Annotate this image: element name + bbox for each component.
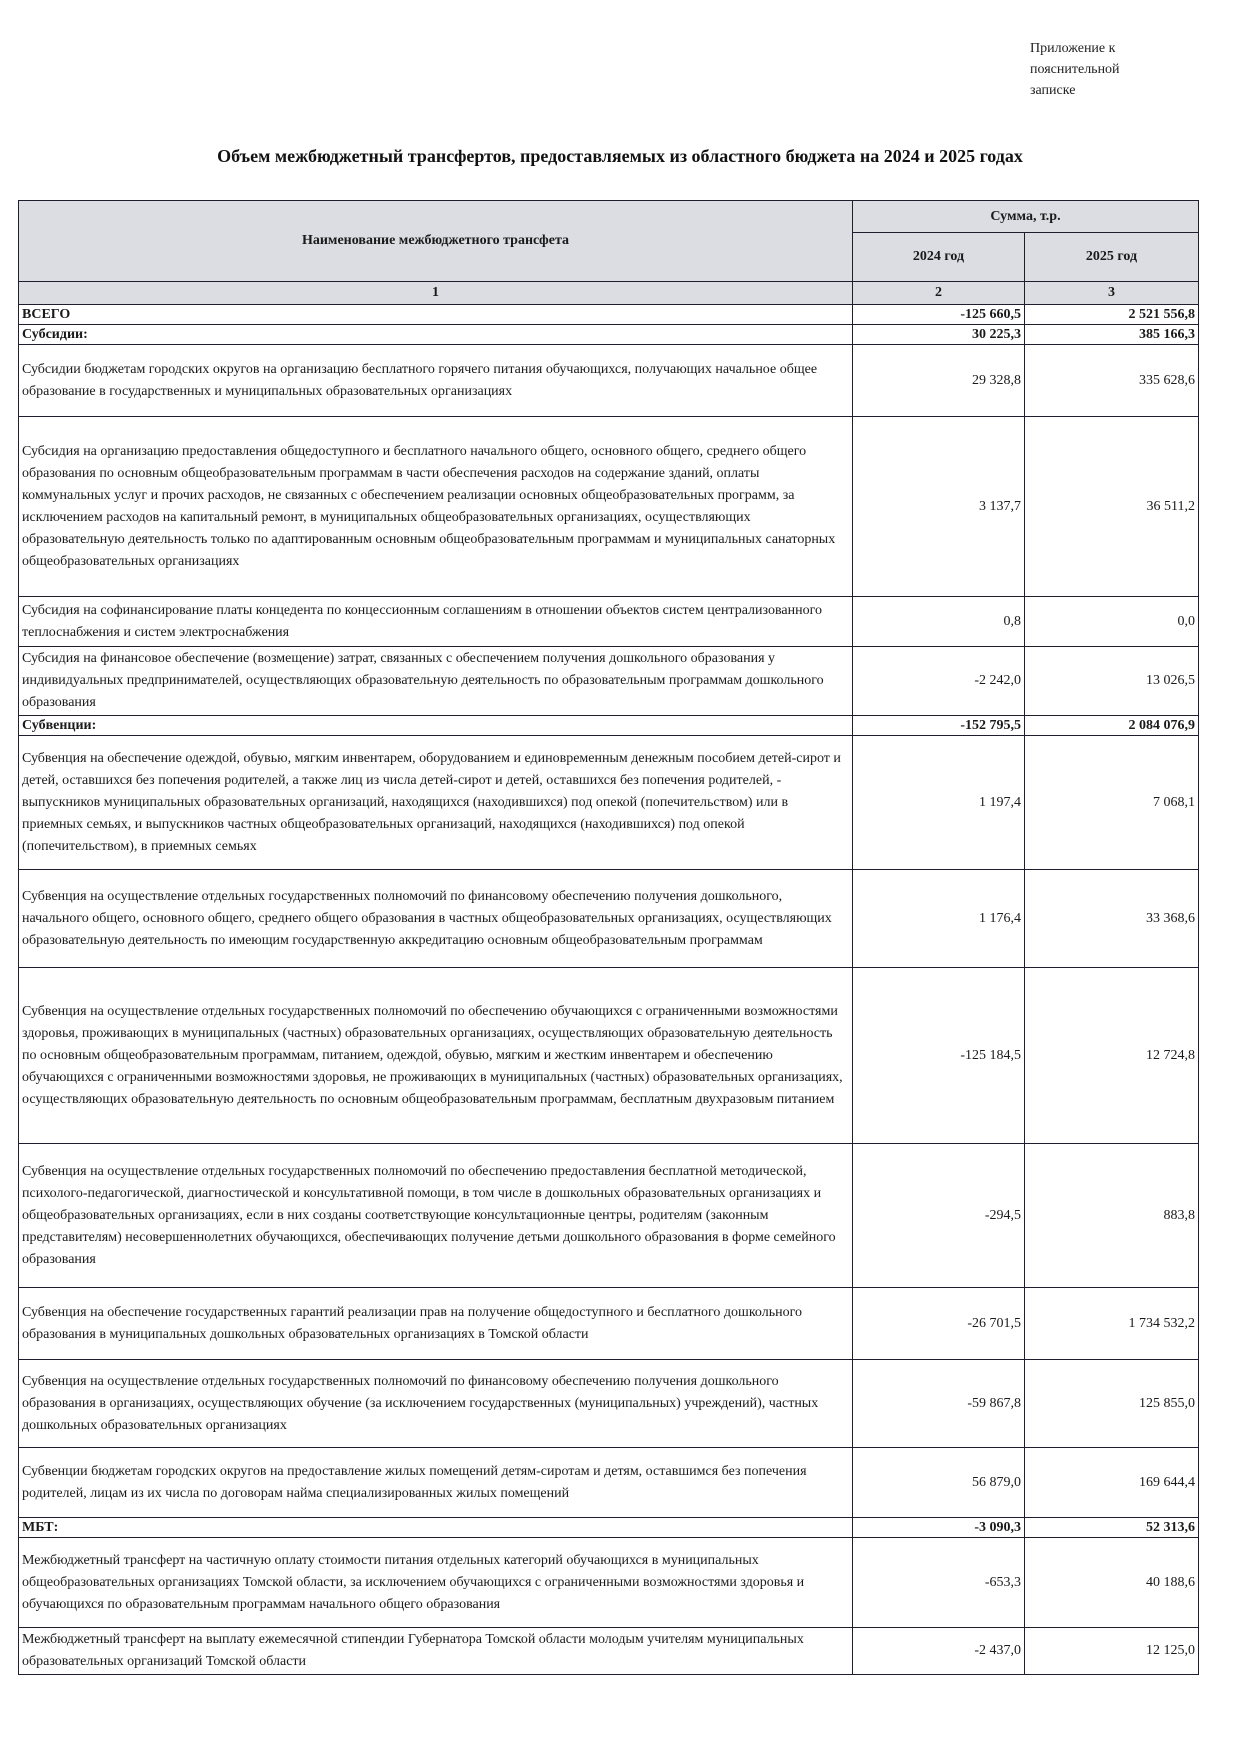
- header-col-number-2: 2: [853, 282, 1025, 305]
- table-row-subventions-total: [19, 716, 1199, 736]
- row-value-2024: -26 701,5: [853, 1288, 1025, 1360]
- row-value-2024: -2 437,0: [853, 1628, 1025, 1675]
- row-value-2025: 169 644,4: [1025, 1448, 1199, 1518]
- appendix-note: [1030, 38, 1180, 101]
- row-value-2025: 0,0: [1025, 597, 1199, 647]
- row-value-2024: -59 867,8: [853, 1360, 1025, 1448]
- row-value-2024: -125 660,5: [853, 305, 1025, 325]
- row-name: Межбюджетный трансферт на частичную оплату стоимости питания отдельных категорий обучающихся в муниципальных общеобразовательных организациях Томской области, за исключением обучающихся с ограниченными возможностями здоровья и обучающихся по образовательным программам начального общего образования: [19, 1538, 853, 1628]
- row-name: Субсидия на софинансирование платы концедента по концессионным соглашениям в отношении объектов систем централизованного теплоснабжения и систем электроснабжения: [19, 597, 853, 647]
- row-name: Субвенция на осуществление отдельных государственных полномочий по обеспечению обучающихся с ограниченными возможностями здоровья, проживающих в муниципальных (частных) образовательных организациях, осуществляющих образовательную деятельность по основным общеобразовательным программам, питанием, одеждой, обувью, мягким и жестким инвентарем и обеспечению обучающихся с ограниченными возможностями здоровья, не проживающих в муниципальных (частных) образовательных организациях, осуществляющих образовательную деятельность по основным общеобразовательным программам, бесплатным двухразовым питанием: [19, 968, 853, 1144]
- table-row: [19, 870, 1199, 968]
- appendix-line-1: Приложение к: [1030, 41, 1116, 56]
- table-row: [19, 1360, 1199, 1448]
- table-row-subsidies-total: [19, 325, 1199, 345]
- row-value-2025: 36 511,2: [1025, 417, 1199, 597]
- row-value-2025: 12 125,0: [1025, 1628, 1199, 1675]
- row-value-2025: 883,8: [1025, 1144, 1199, 1288]
- table-row-mbt-total: [19, 1518, 1199, 1538]
- table-row: [19, 597, 1199, 647]
- row-value-2024: 1 197,4: [853, 736, 1025, 870]
- transfers-table: [18, 200, 1199, 1675]
- table-row: [19, 345, 1199, 417]
- header-transfer-name: Наименование межбюджетного трансфета: [19, 201, 853, 282]
- row-value-2024: 29 328,8: [853, 345, 1025, 417]
- row-name: ВСЕГО: [19, 305, 853, 325]
- row-value-2025: 52 313,6: [1025, 1518, 1199, 1538]
- row-name: МБТ:: [19, 1518, 853, 1538]
- table-row: [19, 1448, 1199, 1518]
- row-value-2025: 12 724,8: [1025, 968, 1199, 1144]
- row-name: Субсидии:: [19, 325, 853, 345]
- table-row: [19, 417, 1199, 597]
- row-value-2024: -125 184,5: [853, 968, 1025, 1144]
- table-row: [19, 1144, 1199, 1288]
- row-value-2025: 125 855,0: [1025, 1360, 1199, 1448]
- row-name: Субсидии бюджетам городских округов на организацию бесплатного горячего питания обучающихся, получающих начальное общее образование в государственных и муниципальных образовательных организациях: [19, 345, 853, 417]
- table-row: [19, 1288, 1199, 1360]
- row-value-2024: -653,3: [853, 1538, 1025, 1628]
- row-value-2025: 335 628,6: [1025, 345, 1199, 417]
- row-value-2025: 2 521 556,8: [1025, 305, 1199, 325]
- header-col-number-1: 1: [19, 282, 853, 305]
- row-name: Субсидия на организацию предоставления общедоступного и бесплатного начального общего, основного общего, среднего общего образования по основным общеобразовательным программам в части обеспечения расходов на содержание зданий, оплаты коммунальных услуг и прочих расходов, не связанных с обеспечением реализации основных общеобразовательных программ, за исключением расходов на капитальный ремонт, в муниципальных общеобразовательных организациях, осуществляющих образовательную деятельность только по адаптированным основным общеобразовательным программам и муниципальных санаторных общеобразовательных организациях: [19, 417, 853, 597]
- row-value-2024: 1 176,4: [853, 870, 1025, 968]
- table-row: [19, 1628, 1199, 1675]
- row-name: Межбюджетный трансферт на выплату ежемесячной стипендии Губернатора Томской области молодым учителям муниципальных образовательных организаций Томской области: [19, 1628, 853, 1675]
- appendix-line-2: пояснительной: [1030, 62, 1120, 77]
- table-row: [19, 1538, 1199, 1628]
- table-row-total: [19, 305, 1199, 325]
- header-col-number-3: 3: [1025, 282, 1199, 305]
- row-value-2024: 30 225,3: [853, 325, 1025, 345]
- row-value-2025: 13 026,5: [1025, 647, 1199, 716]
- row-name: Субвенция на осуществление отдельных государственных полномочий по финансовому обеспечению получения дошкольного, начального общего, основного общего, среднего общего образования в частных общеобразовательных организациях, осуществляющих образовательную деятельность по имеющим государственную аккредитацию основным общеобразовательным программам: [19, 870, 853, 968]
- row-value-2024: 56 879,0: [853, 1448, 1025, 1518]
- row-name: Субвенция на обеспечение одеждой, обувью, мягким инвентарем, оборудованием и единовременным денежным пособием детей-сирот и детей, оставшихся без попечения родителей, а также лиц из числа детей-сирот и детей, оставшихся без попечения родителей, - выпускников муниципальных образовательных организаций, находящихся (находившихся) под опекой (попечительством) или в приемных семьях, и выпускников частных общеобразовательных организаций, находящихся (находившихся) под опекой (попечительством), в приемных семьях: [19, 736, 853, 870]
- row-value-2024: 0,8: [853, 597, 1025, 647]
- appendix-line-3: записке: [1030, 83, 1076, 98]
- row-value-2025: 33 368,6: [1025, 870, 1199, 968]
- table-row: [19, 968, 1199, 1144]
- header-year-2024: 2024 год: [853, 233, 1025, 282]
- row-value-2025: 385 166,3: [1025, 325, 1199, 345]
- row-value-2024: -294,5: [853, 1144, 1025, 1288]
- row-value-2024: -3 090,3: [853, 1518, 1025, 1538]
- row-value-2024: 3 137,7: [853, 417, 1025, 597]
- row-value-2025: 40 188,6: [1025, 1538, 1199, 1628]
- table-row: [19, 647, 1199, 716]
- row-name: Субвенции бюджетам городских округов на предоставление жилых помещений детям-сиротам и детям, оставшимся без попечения родителей, лицам из их числа по договорам найма специализированных жилых помещений: [19, 1448, 853, 1518]
- row-value-2024: -152 795,5: [853, 716, 1025, 736]
- row-value-2025: 1 734 532,2: [1025, 1288, 1199, 1360]
- row-value-2024: -2 242,0: [853, 647, 1025, 716]
- row-name: Субвенция на осуществление отдельных государственных полномочий по финансовому обеспечению получения дошкольного образования в организациях, осуществляющих обучение (за исключением государственных (муниципальных) учреждений), частных дошкольных образовательных организациях: [19, 1360, 853, 1448]
- table-row: [19, 736, 1199, 870]
- document-title: Объем межбюджетный трансфертов, предоставляемых из областного бюджета на 2024 и 2025 годах: [217, 146, 1023, 166]
- row-name: Субвенция на обеспечение государственных гарантий реализации прав на получение общедоступного и бесплатного дошкольного образования в муниципальных дошкольных образовательных организациях в Томской области: [19, 1288, 853, 1360]
- row-name: Субсидия на финансовое обеспечение (возмещение) затрат, связанных с обеспечением получения дошкольного образования у индивидуальных предпринимателей, осуществляющих образовательную деятельность по образовательным программам дошкольного образования: [19, 647, 853, 716]
- row-name: Субвенция на осуществление отдельных государственных полномочий по обеспечению предоставления бесплатной методической, психолого-педагогической, диагностической и консультативной помощи, в том числе в дошкольных образовательных организациях и общеобразовательных организациях, если в них созданы соответствующие консультационные центры, родителям (законным представителям) несовершеннолетних обучающихся, обеспечивающих получение детьми дошкольного образования в форме семейного образования: [19, 1144, 853, 1288]
- header-sum: Сумма, т.р.: [853, 201, 1199, 233]
- row-value-2025: 2 084 076,9: [1025, 716, 1199, 736]
- row-name: Субвенции:: [19, 716, 853, 736]
- row-value-2025: 7 068,1: [1025, 736, 1199, 870]
- header-year-2025: 2025 год: [1025, 233, 1199, 282]
